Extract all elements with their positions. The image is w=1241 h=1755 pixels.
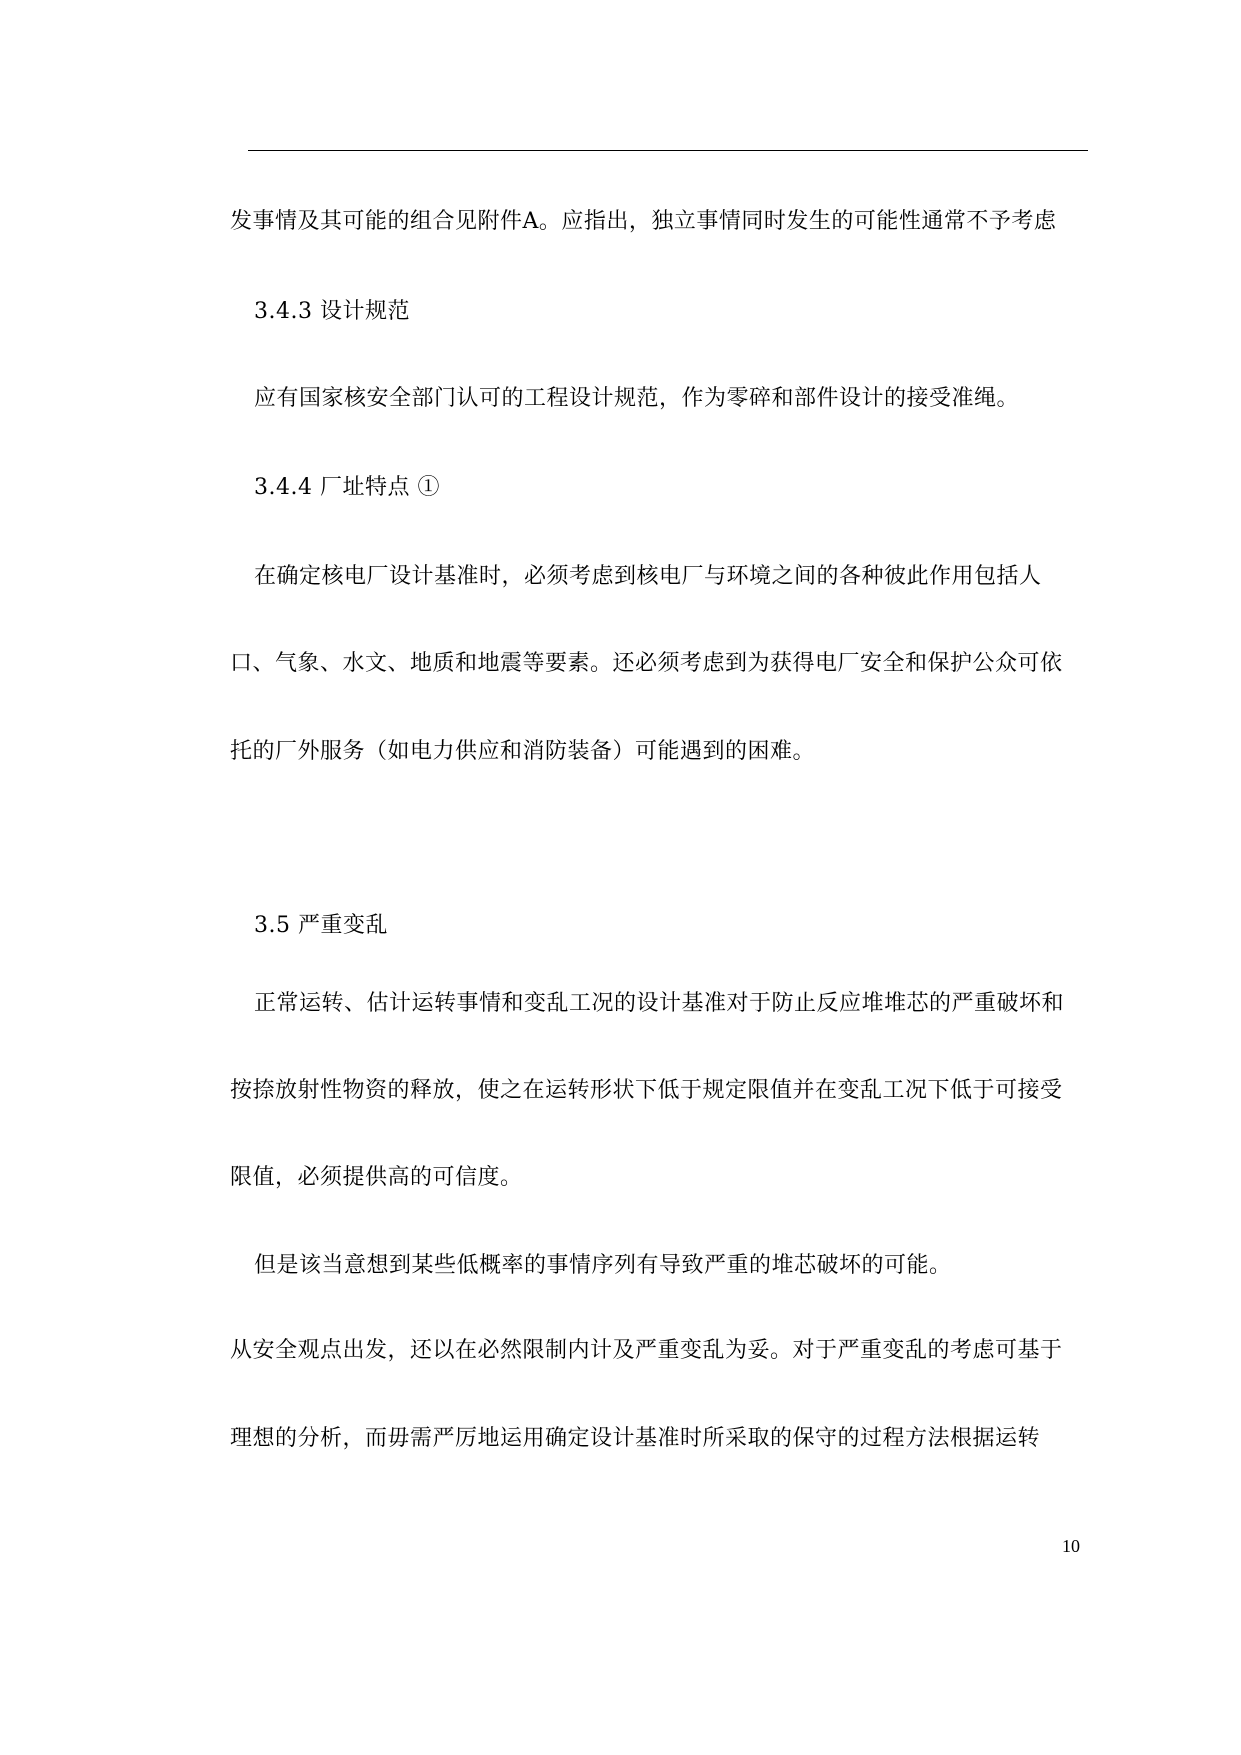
page-number: 10: [1062, 1536, 1080, 1556]
header-rule: [248, 150, 1088, 151]
text-line: 口、气象、水文、地质和地震等要素。还必须考虑到为获得电厂安全和保护公众可依: [230, 651, 1063, 676]
text-line: 托的厂外服务（如电力供应和消防装备）可能遇到的困难。: [230, 739, 816, 764]
section-heading: 3.4.4 厂址特点 ①: [254, 475, 440, 500]
text-line: 理想的分析，而毋需严厉地运用确定设计基准时所采取的保守的过程方法根据运转: [230, 1426, 1041, 1451]
text-line: 按捺放射性物资的释放，使之在运转形状下低于规定限值并在变乱工况下低于可接受: [230, 1078, 1063, 1103]
text-line: 正常运转、估计运转事情和变乱工况的设计基准对于防止反应堆堆芯的严重破坏和: [254, 991, 1065, 1016]
text-line: 发事情及其可能的组合见附件A。应指出，独立事情同时发生的可能性通常不予考虑: [230, 209, 1057, 234]
section-heading: 3.4.3 设计规范: [254, 299, 410, 324]
text-line: 从安全观点出发，还以在必然限制内计及严重变乱为妥。对于严重变乱的考虑可基于: [230, 1338, 1063, 1363]
text-line: 限值，必须提供高的可信度。: [230, 1165, 523, 1190]
text-line: 应有国家核安全部门认可的工程设计规范，作为零碎和部件设计的接受准绳。: [254, 386, 1020, 411]
section-heading: 3.5 严重变乱: [254, 913, 388, 938]
text-line: 在确定核电厂设计基准时，必须考虑到核电厂与环境之间的各种彼此作用包括人: [254, 564, 1042, 589]
text-line: 但是该当意想到某些低概率的事情序列有导致严重的堆芯破坏的可能。: [254, 1253, 952, 1278]
